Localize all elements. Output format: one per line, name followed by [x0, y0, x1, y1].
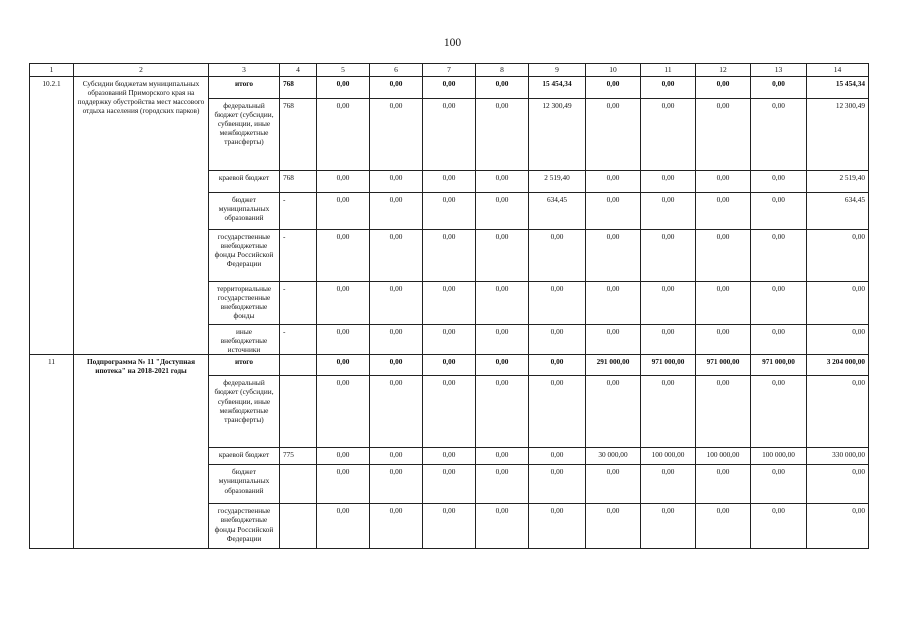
amount-col-7: 0,00	[423, 355, 476, 376]
amount-col-11: 0,00	[641, 282, 696, 325]
amount-col-7: 0,00	[423, 193, 476, 230]
amount-col-9: 0,00	[529, 230, 586, 282]
amount-col-10: 0,00	[586, 230, 641, 282]
column-header-1: 1	[30, 64, 74, 77]
amount-col-12: 971 000,00	[696, 355, 751, 376]
column-header-7: 7	[423, 64, 476, 77]
amount-col-7: 0,00	[423, 77, 476, 99]
amount-col-10: 291 000,00	[586, 355, 641, 376]
amount-col-12: 100 000,00	[696, 448, 751, 465]
amount-col-5: 0,00	[317, 465, 370, 504]
amount-col-8: 0,00	[476, 77, 529, 99]
grbs-code: 768	[280, 99, 317, 171]
amount-col-8: 0,00	[476, 504, 529, 549]
amount-col-13: 0,00	[751, 171, 807, 193]
amount-col-6: 0,00	[370, 77, 423, 99]
amount-col-9: 0,00	[529, 282, 586, 325]
amount-col-10: 30 000,00	[586, 448, 641, 465]
amount-col-6: 0,00	[370, 193, 423, 230]
amount-col-5: 0,00	[317, 355, 370, 376]
amount-col-10: 0,00	[586, 77, 641, 99]
amount-col-13: 0,00	[751, 465, 807, 504]
amount-col-12: 0,00	[696, 230, 751, 282]
grbs-code: -	[280, 193, 317, 230]
amount-col-14: 0,00	[807, 325, 869, 355]
amount-col-13: 0,00	[751, 77, 807, 99]
amount-col-9: 0,00	[529, 355, 586, 376]
amount-col-5: 0,00	[317, 230, 370, 282]
amount-col-8: 0,00	[476, 171, 529, 193]
amount-col-7: 0,00	[423, 282, 476, 325]
amount-col-6: 0,00	[370, 282, 423, 325]
amount-col-5: 0,00	[317, 193, 370, 230]
column-header-12: 12	[696, 64, 751, 77]
amount-col-10: 0,00	[586, 282, 641, 325]
column-header-14: 14	[807, 64, 869, 77]
amount-col-9: 634,45	[529, 193, 586, 230]
amount-col-6: 0,00	[370, 355, 423, 376]
amount-col-12: 0,00	[696, 193, 751, 230]
amount-col-12: 0,00	[696, 99, 751, 171]
grbs-code	[280, 376, 317, 448]
amount-col-10: 0,00	[586, 504, 641, 549]
amount-col-11: 0,00	[641, 171, 696, 193]
grbs-code: 768	[280, 171, 317, 193]
funding-source: краевой бюджет	[209, 448, 280, 465]
table-header-row	[30, 64, 869, 77]
amount-col-13: 100 000,00	[751, 448, 807, 465]
column-header-4: 4	[280, 64, 317, 77]
amount-col-6: 0,00	[370, 171, 423, 193]
amount-col-11: 0,00	[641, 193, 696, 230]
amount-col-14: 0,00	[807, 376, 869, 448]
amount-col-5: 0,00	[317, 77, 370, 99]
grbs-code	[280, 504, 317, 549]
amount-col-6: 0,00	[370, 448, 423, 465]
amount-col-9: 0,00	[529, 448, 586, 465]
column-header-2: 2	[74, 64, 209, 77]
amount-col-7: 0,00	[423, 465, 476, 504]
amount-col-12: 0,00	[696, 282, 751, 325]
amount-col-14: 3 204 000,00	[807, 355, 869, 376]
amount-col-11: 100 000,00	[641, 448, 696, 465]
column-header-5: 5	[317, 64, 370, 77]
column-header-11: 11	[641, 64, 696, 77]
amount-col-11: 971 000,00	[641, 355, 696, 376]
amount-col-6: 0,00	[370, 465, 423, 504]
amount-col-14: 15 454,34	[807, 77, 869, 99]
amount-col-7: 0,00	[423, 171, 476, 193]
grbs-code	[280, 465, 317, 504]
amount-col-12: 0,00	[696, 77, 751, 99]
amount-col-13: 0,00	[751, 504, 807, 549]
amount-col-9: 0,00	[529, 376, 586, 448]
funding-source: итого	[209, 77, 280, 99]
amount-col-12: 0,00	[696, 465, 751, 504]
grbs-code	[280, 355, 317, 376]
amount-col-6: 0,00	[370, 230, 423, 282]
row-name: Подпрограмма № 11 "Доступная ипотека" на 2018-2021 годы	[74, 355, 209, 549]
amount-col-9: 0,00	[529, 504, 586, 549]
amount-col-13: 0,00	[751, 325, 807, 355]
grbs-code: 768	[280, 77, 317, 99]
amount-col-11: 0,00	[641, 504, 696, 549]
amount-col-8: 0,00	[476, 448, 529, 465]
amount-col-8: 0,00	[476, 465, 529, 504]
column-header-9: 9	[529, 64, 586, 77]
amount-col-10: 0,00	[586, 465, 641, 504]
table-row	[30, 355, 869, 376]
amount-col-10: 0,00	[586, 376, 641, 448]
budget-table	[29, 63, 869, 549]
amount-col-11: 0,00	[641, 230, 696, 282]
amount-col-14: 2 519,40	[807, 171, 869, 193]
amount-col-14: 0,00	[807, 504, 869, 549]
funding-source: федеральный бюджет (субсидии, субвенции, иные межбюджетные трансферты)	[209, 376, 280, 448]
amount-col-10: 0,00	[586, 99, 641, 171]
column-header-13: 13	[751, 64, 807, 77]
funding-source: бюджет муниципальных образований	[209, 193, 280, 230]
amount-col-14: 12 300,49	[807, 99, 869, 171]
amount-col-13: 0,00	[751, 282, 807, 325]
amount-col-13: 971 000,00	[751, 355, 807, 376]
page-number: 100	[443, 37, 462, 49]
amount-col-12: 0,00	[696, 325, 751, 355]
amount-col-9: 2 519,40	[529, 171, 586, 193]
row-code: 11	[30, 355, 74, 549]
amount-col-11: 0,00	[641, 77, 696, 99]
amount-col-14: 0,00	[807, 230, 869, 282]
amount-col-6: 0,00	[370, 504, 423, 549]
funding-source: краевой бюджет	[209, 171, 280, 193]
amount-col-7: 0,00	[423, 99, 476, 171]
funding-source: государственные внебюджетные фонды Российской Федерации	[209, 230, 280, 282]
amount-col-11: 0,00	[641, 465, 696, 504]
amount-col-9: 0,00	[529, 465, 586, 504]
amount-col-6: 0,00	[370, 99, 423, 171]
funding-source: государственные внебюджетные фонды Российской Федерации	[209, 504, 280, 549]
amount-col-5: 0,00	[317, 504, 370, 549]
amount-col-13: 0,00	[751, 376, 807, 448]
row-name: Субсидии бюджетам муниципальных образований Приморского края на поддержку обустройства мест массового отдыха населения (городских парков)	[74, 77, 209, 355]
amount-col-7: 0,00	[423, 376, 476, 448]
amount-col-10: 0,00	[586, 171, 641, 193]
amount-col-12: 0,00	[696, 504, 751, 549]
funding-source: итого	[209, 355, 280, 376]
amount-col-7: 0,00	[423, 325, 476, 355]
amount-col-7: 0,00	[423, 504, 476, 549]
amount-col-5: 0,00	[317, 282, 370, 325]
grbs-code: -	[280, 325, 317, 355]
amount-col-5: 0,00	[317, 448, 370, 465]
grbs-code: -	[280, 230, 317, 282]
amount-col-10: 0,00	[586, 325, 641, 355]
amount-col-14: 330 000,00	[807, 448, 869, 465]
amount-col-14: 0,00	[807, 465, 869, 504]
amount-col-8: 0,00	[476, 230, 529, 282]
grbs-code: -	[280, 282, 317, 325]
funding-source: федеральный бюджет (субсидии, субвенции, иные межбюджетные трансферты)	[209, 99, 280, 171]
amount-col-11: 0,00	[641, 376, 696, 448]
amount-col-8: 0,00	[476, 355, 529, 376]
funding-source: территориальные государственные внебюджетные фонды	[209, 282, 280, 325]
amount-col-5: 0,00	[317, 171, 370, 193]
column-header-3: 3	[209, 64, 280, 77]
amount-col-5: 0,00	[317, 99, 370, 171]
amount-col-8: 0,00	[476, 99, 529, 171]
amount-col-9: 15 454,34	[529, 77, 586, 99]
amount-col-11: 0,00	[641, 325, 696, 355]
amount-col-8: 0,00	[476, 193, 529, 230]
grbs-code: 775	[280, 448, 317, 465]
amount-col-7: 0,00	[423, 230, 476, 282]
amount-col-13: 0,00	[751, 99, 807, 171]
amount-col-11: 0,00	[641, 99, 696, 171]
amount-col-9: 12 300,49	[529, 99, 586, 171]
funding-source: иные внебюджетные источники	[209, 325, 280, 355]
amount-col-7: 0,00	[423, 448, 476, 465]
amount-col-5: 0,00	[317, 325, 370, 355]
amount-col-10: 0,00	[586, 193, 641, 230]
amount-col-8: 0,00	[476, 282, 529, 325]
amount-col-6: 0,00	[370, 325, 423, 355]
row-code: 10.2.1	[30, 77, 74, 355]
amount-col-14: 634,45	[807, 193, 869, 230]
amount-col-12: 0,00	[696, 376, 751, 448]
amount-col-9: 0,00	[529, 325, 586, 355]
amount-col-8: 0,00	[476, 376, 529, 448]
column-header-6: 6	[370, 64, 423, 77]
amount-col-13: 0,00	[751, 230, 807, 282]
amount-col-14: 0,00	[807, 282, 869, 325]
column-header-8: 8	[476, 64, 529, 77]
amount-col-12: 0,00	[696, 171, 751, 193]
amount-col-8: 0,00	[476, 325, 529, 355]
funding-source: бюджет муниципальных образований	[209, 465, 280, 504]
amount-col-6: 0,00	[370, 376, 423, 448]
amount-col-13: 0,00	[751, 193, 807, 230]
column-header-10: 10	[586, 64, 641, 77]
amount-col-5: 0,00	[317, 376, 370, 448]
table-row	[30, 77, 869, 99]
